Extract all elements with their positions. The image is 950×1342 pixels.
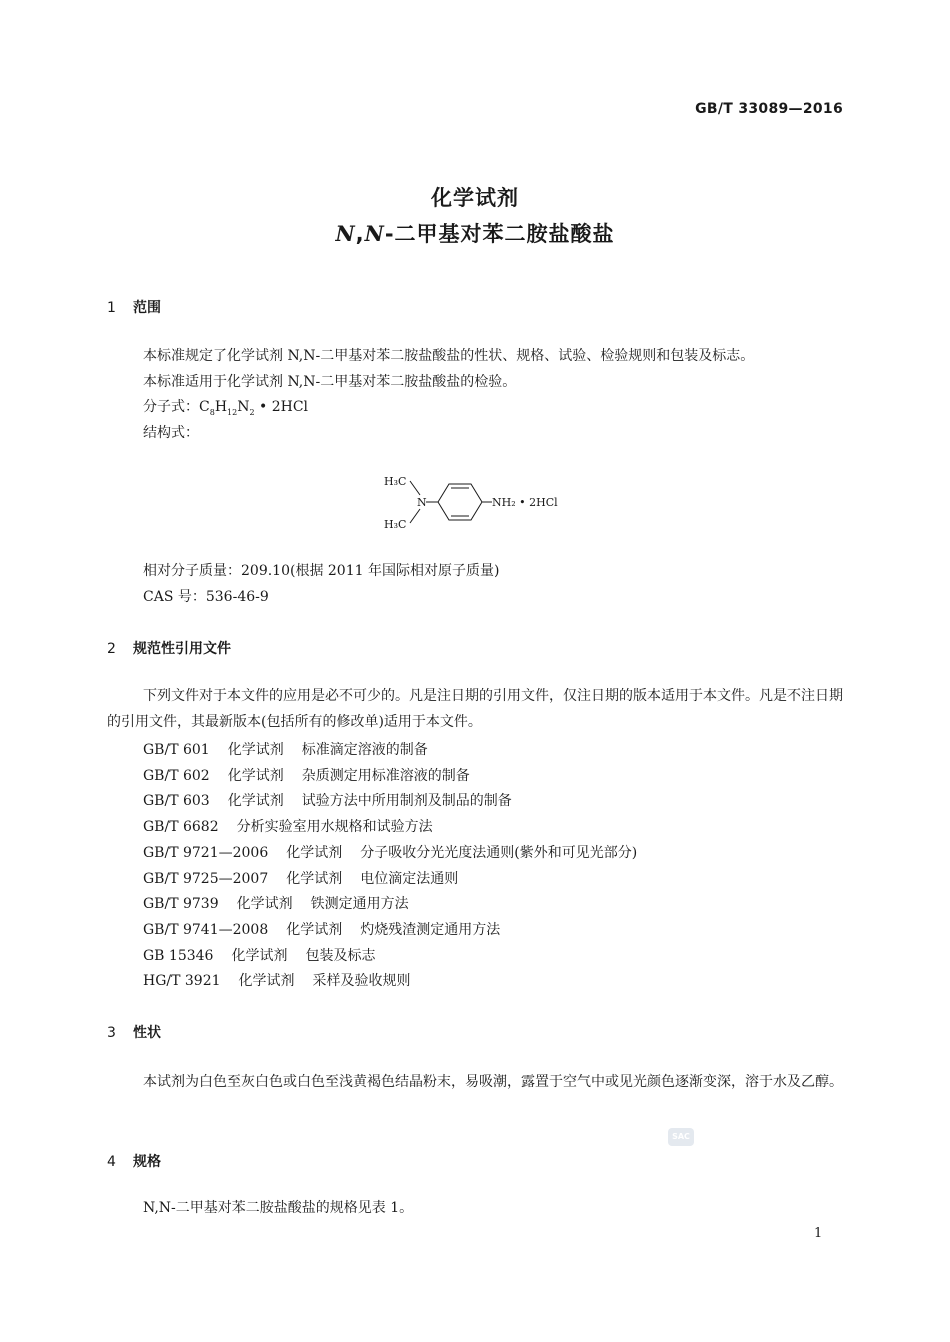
title-n-italic-b: N	[364, 221, 385, 246]
document-title-line2	[0, 218, 950, 248]
scope-line-1: 本标准规定了化学试剂 N,N-二甲基对苯二胺盐酸盐的性状、规格、试验、检验规则和包装及标志。	[143, 348, 755, 364]
formula-h: H	[214, 399, 228, 415]
amine-label: NH₂ • 2HCl	[492, 496, 558, 509]
reference-item	[143, 765, 470, 785]
section-title: 性状	[133, 1025, 161, 1041]
reference-category: 化学试剂	[286, 921, 343, 938]
reference-category: 化学试剂	[236, 896, 293, 913]
reference-title: 杂质测定用标准溶液的制备	[301, 767, 470, 784]
reference-category: 化学试剂	[286, 870, 343, 887]
formula-n: N	[237, 399, 250, 415]
methyl-bottom-label: H₃C	[384, 518, 407, 531]
reference-item	[143, 893, 409, 913]
benzene-ring	[438, 484, 482, 520]
reference-item	[143, 790, 512, 810]
reference-item	[143, 945, 375, 965]
structural-formula-diagram	[380, 470, 580, 535]
reference-item	[143, 970, 411, 990]
bond-methyl-bottom	[410, 509, 420, 523]
section-number: 1	[107, 300, 116, 316]
methyl-top-label: H₃C	[384, 475, 407, 488]
sac-watermark: SAC	[668, 1128, 694, 1146]
reference-code: GB/T 602	[143, 767, 210, 784]
standard-code: GB/T 33089—2016	[695, 101, 843, 117]
reference-title: 分析实验室用水规格和试验方法	[236, 819, 433, 836]
formula-label: 分子式：	[143, 399, 199, 415]
reference-category: 化学试剂	[286, 844, 343, 861]
bond-methyl-top	[410, 481, 420, 495]
reference-code: GB/T 603	[143, 793, 210, 810]
reference-code: GB/T 9725—2007	[143, 870, 269, 887]
reference-category: 化学试剂	[238, 973, 295, 990]
section-number: 2	[107, 641, 116, 657]
formula-c: C	[199, 399, 210, 415]
nitrogen-label: N	[417, 496, 427, 509]
reference-item	[143, 816, 433, 836]
section-title: 范围	[133, 300, 161, 316]
reference-category: 化学试剂	[227, 793, 284, 810]
reference-title: 分子吸收分光光度法通则(紫外和可见光部分)	[360, 844, 638, 861]
section-1-heading	[107, 297, 161, 317]
properties-text: 本试剂为白色至灰白色或白色至浅黄褐色结晶粉末，易吸潮，露置于空气中或见光颜色逐渐变深，溶于水及乙醇。	[143, 1074, 843, 1090]
reference-code: GB 15346	[143, 947, 214, 964]
formula-salt: • 2HCl	[254, 399, 309, 415]
reference-category: 化学试剂	[227, 742, 284, 758]
document-title-line1: 化学试剂	[431, 186, 519, 210]
reference-category: 化学试剂	[231, 947, 288, 964]
section-number: 3	[107, 1025, 116, 1041]
structure-label: 结构式：	[143, 425, 199, 441]
formula-n-sub: 2	[249, 407, 255, 417]
formula-line	[143, 397, 308, 423]
page-number: 1	[814, 1226, 823, 1241]
spec-text: N,N-二甲基对苯二胺盐酸盐的规格见表 1。	[143, 1200, 414, 1216]
reference-title: 试验方法中所用制剂及制品的制备	[301, 793, 512, 810]
reference-title: 电位滴定法通则	[360, 870, 459, 887]
references-intro: 下列文件对于本文件的应用是必不可少的。凡是注日期的引用文件，仅注日期的版本适用于本文件。凡是不注日期的引用文件，其最新版本(包括所有的修改单)适用于本文件。	[107, 688, 843, 730]
title-n-italic-a: N	[335, 221, 356, 246]
scope-line-2: 本标准适用于化学试剂 N,N-二甲基对苯二胺盐酸盐的检验。	[143, 374, 517, 390]
reference-code: GB/T 9741—2008	[143, 921, 269, 938]
title-rest: -二甲基对苯二胺盐酸盐	[384, 222, 615, 246]
reference-title: 采样及验收规则	[312, 973, 411, 990]
section-3-heading	[107, 1022, 161, 1042]
reference-code: GB/T 9721—2006	[143, 844, 269, 861]
reference-code: GB/T 9739	[143, 896, 219, 913]
section-2-heading	[107, 638, 231, 658]
reference-code: HG/T 3921	[143, 973, 221, 990]
reference-item	[143, 868, 458, 888]
title-comma: ,	[355, 222, 365, 246]
cas-number: CAS 号：536-46-9	[143, 589, 269, 605]
reference-category: 化学试剂	[227, 767, 284, 784]
reference-code: GB/T 601	[143, 742, 210, 758]
reference-item	[143, 739, 428, 759]
reference-title: 标准滴定溶液的制备	[301, 742, 428, 758]
section-title: 规范性引用文件	[133, 641, 231, 657]
section-number: 4	[107, 1154, 116, 1170]
section-title: 规格	[133, 1154, 161, 1170]
molecular-mass: 相对分子质量：209.10(根据 2011 年国际相对原子质量)	[143, 563, 500, 579]
formula-c-sub: 8	[209, 407, 215, 417]
reference-title: 包装及标志	[305, 947, 376, 964]
reference-title: 铁测定通用方法	[310, 896, 409, 913]
reference-item	[143, 919, 500, 939]
reference-item	[143, 842, 637, 862]
reference-code: GB/T 6682	[143, 819, 219, 836]
section-4-heading	[107, 1151, 161, 1171]
formula-h-sub: 12	[227, 407, 238, 417]
reference-title: 灼烧残渣测定通用方法	[360, 921, 501, 938]
